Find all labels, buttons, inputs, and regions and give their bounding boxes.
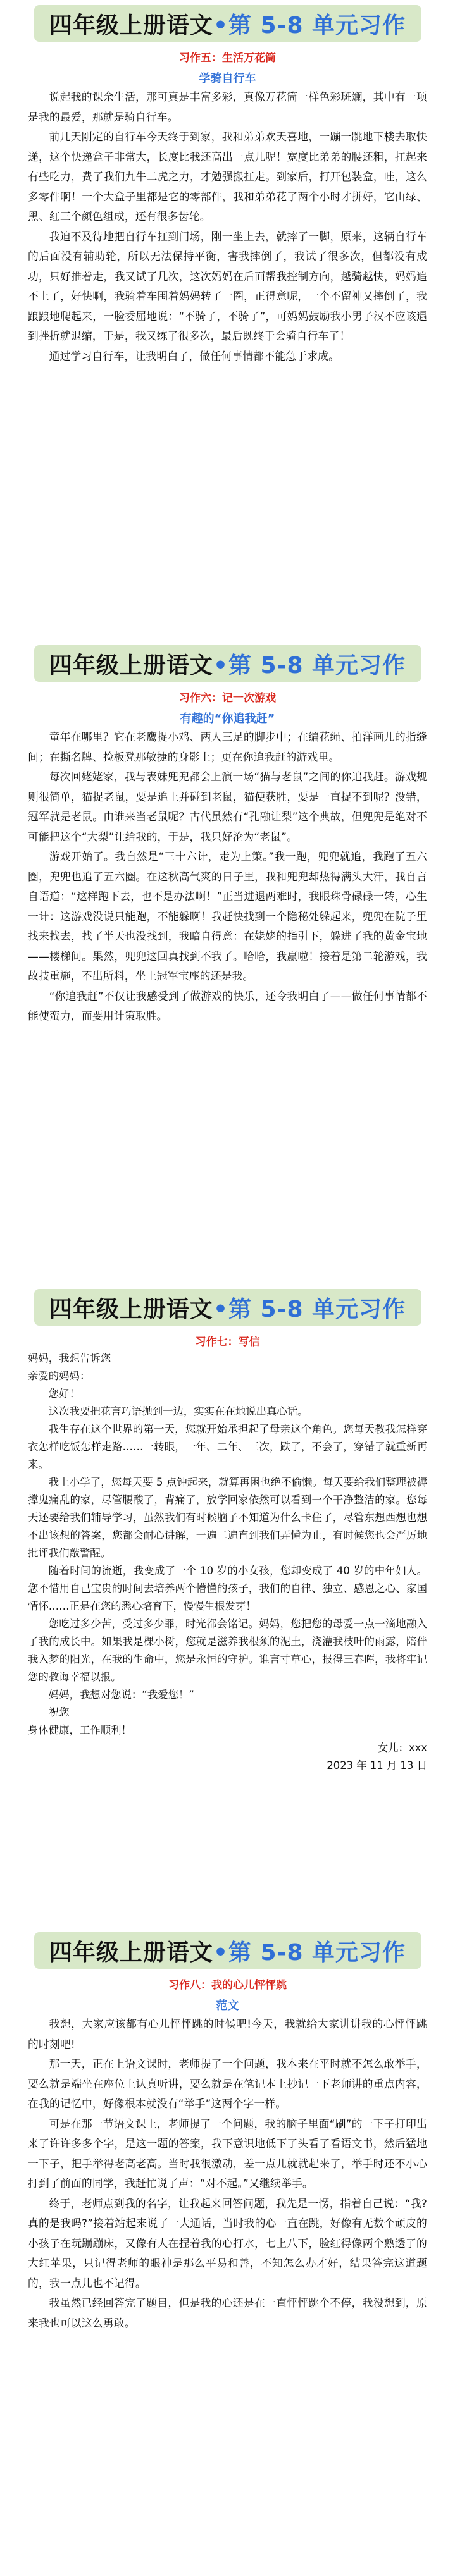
paragraph: 我迫不及待地把自行车扛到门场，刚一坐上去，就摔了一脚，原来，这辆自行车的后面没有辅助轮，所以无法保持平衡，害我摔倒了，我试了很多次，但都没有成功，只好推着走，我又试了几次，这次妈妈在后面帮我控制方向，越骑越快，妈妈追不上了，好快啊，我骑着车围着妈妈转了一圈，正得意呢，一个不留神又摔倒了，我踉踉地爬起来，一脸委屈地说：“不骑了，不骑了”，可妈妈鼓励我小男子汉不应该遇到挫折就退缩，于是，我又练了很多次，最后既终于会骑自行车了！ — [28, 230, 427, 342]
banner-title-part-b: •第 5-8 单元习作 — [213, 1296, 406, 1322]
essay-section-1 — [0, 5, 455, 638]
paragraph: 您吃过多少苦，受过多少罪，时光都会铭记。妈妈，您把您的母爱一点一滴地融入了我的成长中。如果我是棵小树，您就是滋养我根须的泥土，浇灌我枝叶的雨露，陪伴我入梦的阳光，在我的生命中，您是永恒的守护。谁言寸草心，报得三春晖，我将牢记您的教诲幸福以报。 — [28, 1618, 427, 1683]
paragraph: 童年在哪里？它在老鹰捉小鸡、两人三足的脚步中；在编花绳、拍洋画儿的指缝间；在撕名牌、捡板凳那敏捷的身影上；更在你追我赶的游戏里。 — [28, 730, 427, 763]
paragraph: 终于，老师点到我的名字，让我起来回答问题，我先是一愣，指着自己说：“我?真的是我吗?”接着站起来说了一大通话，当时我的心一直在跳，好像有无数个顽皮的小孩子在玩蹦蹦床，又像有人在捏着我的心打水，七上八下，脸红得像两个熟透了的大红苹果，只记得老师的眼神是那么平易和善，不知怎么办才好，结果答完这道题的，我一点儿也不记得。 — [28, 2197, 427, 2289]
unit-banner — [34, 645, 421, 682]
essay-body — [28, 727, 427, 1026]
section-subtitle: 习作八：我的心儿怦怦跳 — [168, 1979, 287, 1992]
paragraph: 可是在那一节语文课上，老师提了一个问题，我的脑子里面“刷”的一下子打印出来了许许多多个字，是这一题的答案，我下意识地低下了头看了看语文书，然后猛地一下子，把手举得老高老高。当时我很激动，差一点儿就就起来了，举手时还不小心打到了前面的同学，我赶忙说了声：“对不起。”又继续举手。 — [28, 2117, 427, 2190]
paragraph: 游戏开始了。我自然是“三十六计，走为上策。”我一跑，兜兜就追，我跑了五六圈，兜兜也追了五六圈。在这秋高气爽的日子里，我和兜兜却热得满头大汗，我自言自语道：“这样跑下去，也不是办法啊！”正当进退两难时，我眼珠骨碌碌一转，心生一计：这游戏没说只能跑，不能躲啊！我赶快找到一个隐秘处躲起来，兜兜在院子里找来找去，找了半天也没找到，我暗自得意：在姥姥的指引下，躲进了我的黄金宝地——楼梯间。果然，兜兜这回真找到不我了。哈哈，我赢啦！接着是第二轮游戏，我故技重施，不出所料，坐上冠军宝座的还是我。 — [28, 850, 427, 982]
banner-title-part-a: 四年级上册语文 — [49, 652, 213, 679]
unit-banner — [34, 1289, 421, 1326]
unit-banner — [34, 5, 421, 42]
essay-title: 学骑自行车 — [199, 72, 256, 85]
essay-section-4 — [0, 1932, 455, 2574]
paragraph: 这次我要把花言巧语抛到一边，实实在在地说出真心话。 — [48, 1405, 308, 1417]
letter-closing-line: 妈妈，我想对您说：“我爱您！” — [48, 1689, 194, 1701]
paragraph: 通过学习自行车，让我明白了，做任何事情都不能急于求成。 — [49, 349, 340, 362]
paragraph: 我虽然已经回答完了题目，但是我的心还是在一直怦怦跳个不停，我没想到，原来我也可以这么勇敢。 — [28, 2296, 427, 2329]
paragraph: 随着时间的流逝，我变成了一个 10 岁的小女孩，您却变成了 40 岁的中年妇人。您不惜用自己宝贵的时间去培养两个懵懂的孩子，我们的自律、独立、感恩之心、家国情怀……正是在您的悉心培育下，慢慢生根发芽！ — [28, 1565, 427, 1612]
letter-wish-body: 身体健康，工作顺利！ — [28, 1724, 132, 1736]
essay-section-2 — [0, 645, 455, 1278]
essay-title: 有趣的“你追我赶” — [180, 712, 275, 725]
letter-salutation: 亲爱的妈妈： — [28, 1370, 90, 1382]
essay-body — [28, 87, 427, 366]
banner-title-part-a: 四年级上册语文 — [49, 12, 213, 39]
banner-title-part-b: •第 5-8 单元习作 — [213, 652, 406, 679]
paragraph: 说起我的课余生活，那可真是丰富多彩，真像万花筒一样色彩斑斓，其中有一项是我的最爱，那就是骑自行车。 — [28, 90, 427, 123]
unit-banner — [34, 1932, 421, 1969]
banner-title-part-b: •第 5-8 单元习作 — [213, 12, 406, 39]
banner-title-part-a: 四年级上册语文 — [49, 1296, 213, 1322]
paragraph: 我上小学了，您每天要 5 点钟起来，就算再困也绝不偷懒。每天要给我们整理被褥撑鬼痛乱的家，尽管腰酸了，背痛了，放学回家依然可以看到一个干净整洁的家。您每天还要给我们辅导学习，虽然我们有时候脑子不知道为什么卡住了，尽管东想西想也想不出该想的答案，您都会耐心讲解，一遍二遍直到我们弄懂为止，有时候您也会严厉地批评我们敲警醒。 — [28, 1476, 427, 1559]
paragraph: 前几天刚定的自行车今天终于到家，我和弟弟欢天喜地，一蹦一跳地下楼去取快递，这个快递盒子非常大，长度比我还高出一点儿呢！宽度比弟弟的腰还粗，扛起来有些吃力，费了我们九牛二虎之力，才勉强搬扛走。到家后，打开包装盒，哇，这么多零件啊！一个大盒子里都是它的零部件，我和弟弟花了两个小时才拼好，它由绿、黑、红三个颜色组成，还有很多齿轮。 — [28, 130, 427, 223]
section-subtitle: 习作五：生活万花筒 — [179, 52, 276, 65]
banner-title-part-b: •第 5-8 单元习作 — [213, 1939, 406, 1966]
letter-body — [28, 1350, 427, 1775]
banner-title-part-a: 四年级上册语文 — [49, 1939, 213, 1966]
paragraph: 我生存在这个世界的第一天，您就开始承担起了母亲这个角色。您每天教我怎样穿衣怎样吃饭怎样走路……一转眼，一年、二年、三次，跌了，不会了，穿错了就重新再来。 — [28, 1423, 427, 1470]
letter-signature: 女儿：xxx — [377, 1742, 427, 1754]
letter-wish: 祝您 — [48, 1706, 70, 1718]
essay-body — [28, 2014, 427, 2333]
paragraph: 那一天，正在上语文课时，老师提了一个问题，我本来在平时就不怎么敢举手，要么就是端坐在座位上认真听讲，要么就是在笔记本上抄记一下老师讲的重点内容，在我的记忆中，好像根本就没有“举手”这两个字一样。 — [28, 2057, 427, 2110]
paragraph: “你追我赶”不仅让我感受到了做游戏的快乐，还令我明白了——做任何事情都不能使蛮力，而要用计策取胜。 — [28, 989, 427, 1022]
section-subtitle: 习作六：记一次游戏 — [179, 692, 276, 705]
essay-title: 范文 — [216, 1999, 239, 2012]
letter-hello: 您好！ — [48, 1388, 80, 1400]
letter-title-line: 妈妈，我想告诉您 — [28, 1352, 111, 1364]
section-subtitle: 习作七：写信 — [195, 1336, 260, 1348]
letter-date: 2023 年 11 月 13 日 — [327, 1759, 427, 1772]
paragraph: 我想，大家应该都有心儿怦怦跳的时候吧!今天，我就给大家讲讲我的心怦怦跳的时刻吧! — [28, 2018, 427, 2050]
paragraph: 每次回姥姥家，我与表妹兜兜都会上演一场“猫与老鼠”之间的你追我赶。游戏规则很简单，猫捉老鼠，要是追上并碰到老鼠，猫便获胜，要是一直捉不到呢？没错，冠军就是老鼠。由谁来当老鼠呢？古代虽然有“孔融让梨”这个典故，但兜兜是绝对不可能把这个“大梨”让给我的，于是，我只好沦为“老鼠”。 — [28, 770, 427, 843]
letter-section — [0, 1289, 455, 1921]
